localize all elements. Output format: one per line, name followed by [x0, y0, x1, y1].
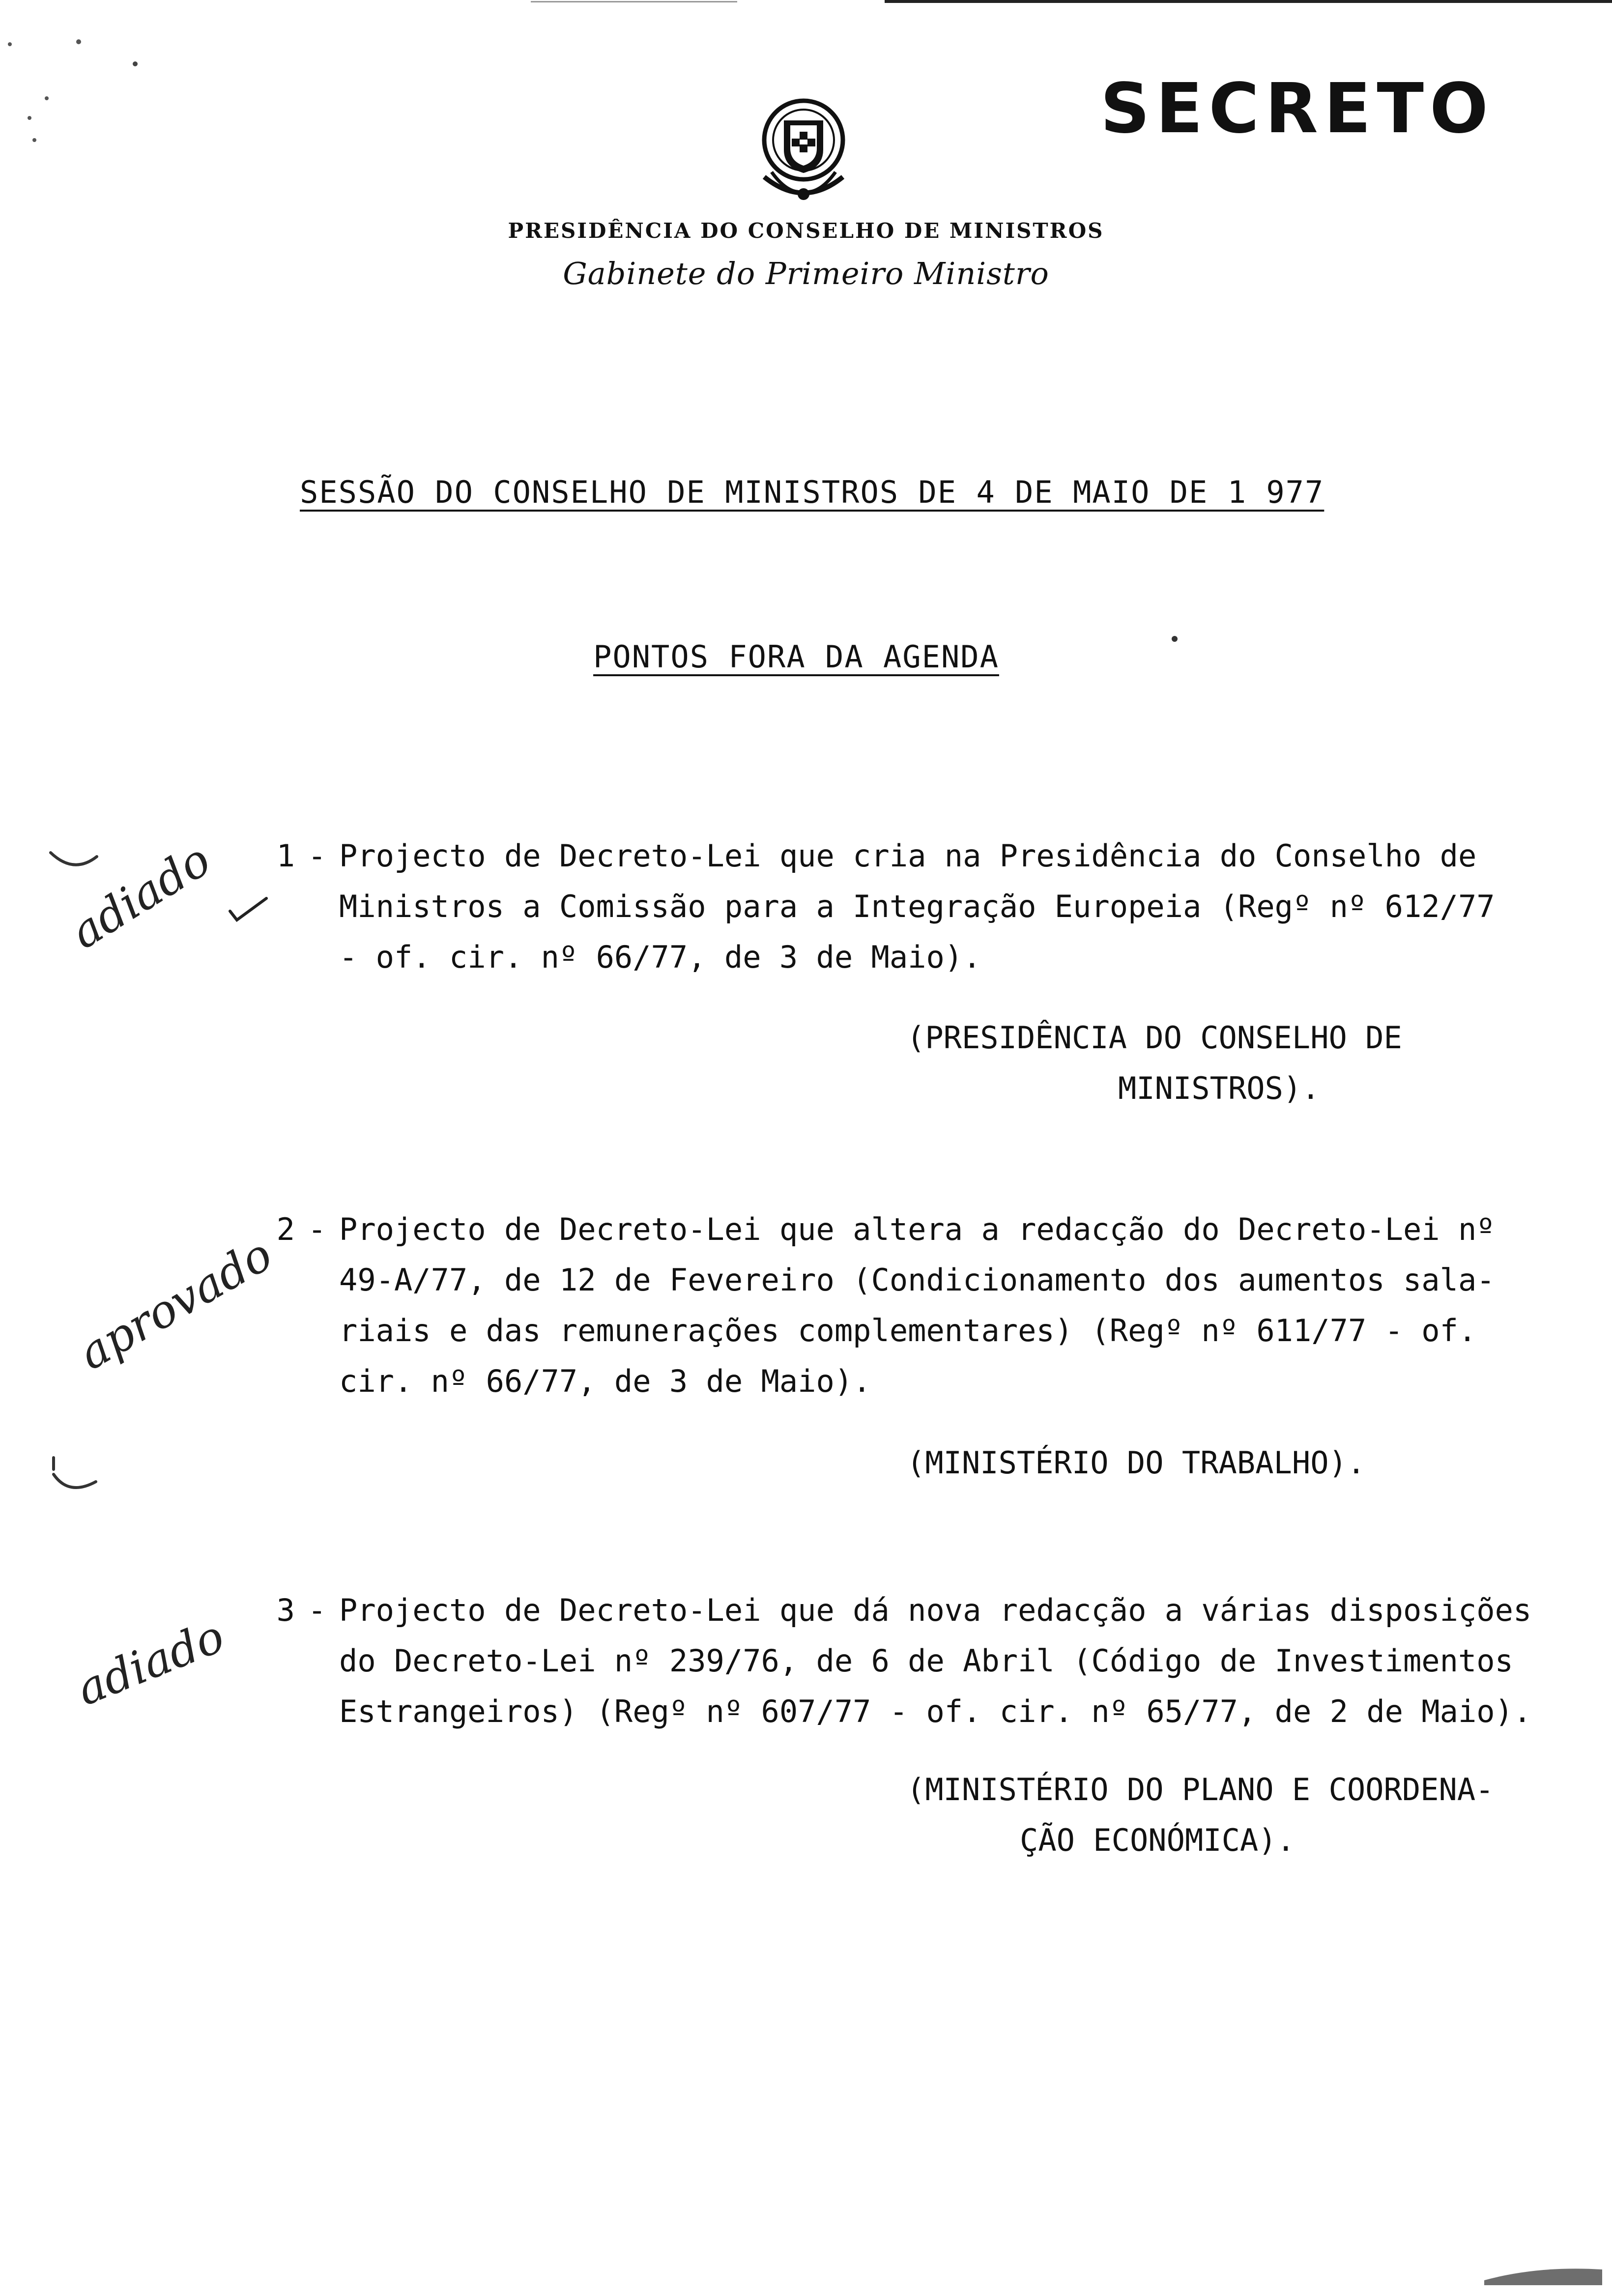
institution-name: PRESIDÊNCIA DO CONSELHO DE MINISTROS — [508, 219, 1104, 243]
office-name: Gabinete do Primeiro Ministro — [563, 256, 1049, 291]
item-line: do Decreto-Lei nº 239/76, de 6 de Abril (Código de Investimentos — [339, 1643, 1513, 1679]
check-mark-icon — [226, 894, 270, 924]
margin-note-item-2: aprovado — [70, 1228, 281, 1380]
scan-specks-icon — [0, 29, 157, 157]
top-edge-rule — [885, 0, 1612, 3]
item-number: 3 — [276, 1592, 295, 1628]
agenda-item-2 — [211, 1204, 1578, 1406]
item-dash: - — [308, 1211, 326, 1247]
section-title: PONTOS FORA DA AGENDA — [593, 639, 999, 675]
item-line: Estrangeiros) (Regº nº 607/77 - of. cir. nº 65/77, de 2 de Maio). — [339, 1693, 1532, 1729]
item-line: Projecto de Decreto-Lei que dá nova redacção a várias disposições — [339, 1592, 1532, 1628]
margin-arc-mark-icon — [47, 1455, 101, 1499]
coat-of-arms-icon — [742, 93, 865, 206]
item-dash: - — [308, 1592, 326, 1628]
item-1-department-line-2: MINISTROS). — [1118, 1070, 1320, 1106]
session-title: SESSÃO DO CONSELHO DE MINISTROS DE 4 DE MAIO DE 1 977 — [300, 474, 1324, 510]
item-number: 1 — [276, 838, 295, 874]
item-1-department-line-1: (PRESIDÊNCIA DO CONSELHO DE — [907, 1020, 1402, 1056]
margin-note-item-3: adiado — [69, 1609, 231, 1716]
item-2-department: (MINISTÉRIO DO TRABALHO). — [907, 1445, 1366, 1481]
item-line: riais e das remunerações complementares) (Regº nº 611/77 - of. — [339, 1313, 1477, 1349]
item-number: 2 — [276, 1211, 295, 1247]
item-line: Ministros a Comissão para a Integração Europeia (Regº nº 612/77 — [339, 889, 1495, 924]
item-3-department-line-1: (MINISTÉRIO DO PLANO E COORDENA- — [907, 1772, 1494, 1808]
scan-edge-mark-icon — [1479, 2256, 1607, 2290]
margin-note-item-1: adiado — [61, 833, 220, 959]
item-3-department-line-2: ÇÃO ECONÓMICA). — [1020, 1822, 1295, 1858]
scan-speck-icon — [1170, 634, 1180, 644]
item-dash: - — [308, 838, 326, 874]
item-line: Projecto de Decreto-Lei que cria na Presidência do Conselho de — [339, 838, 1477, 874]
classification-stamp: SECRETO — [1100, 69, 1494, 149]
top-edge-rule-faint — [531, 1, 737, 2]
agenda-item-3 — [211, 1585, 1578, 1737]
item-line: - of. cir. nº 66/77, de 3 de Maio). — [339, 939, 981, 975]
item-line: Projecto de Decreto-Lei que altera a redacção do Decreto-Lei nº — [339, 1211, 1495, 1247]
item-line: cir. nº 66/77, de 3 de Maio). — [339, 1363, 871, 1399]
margin-arc-mark-icon — [47, 848, 101, 877]
item-line: 49-A/77, de 12 de Fevereiro (Condicionamento dos aumentos sala- — [339, 1262, 1495, 1298]
agenda-item-1 — [211, 831, 1578, 982]
